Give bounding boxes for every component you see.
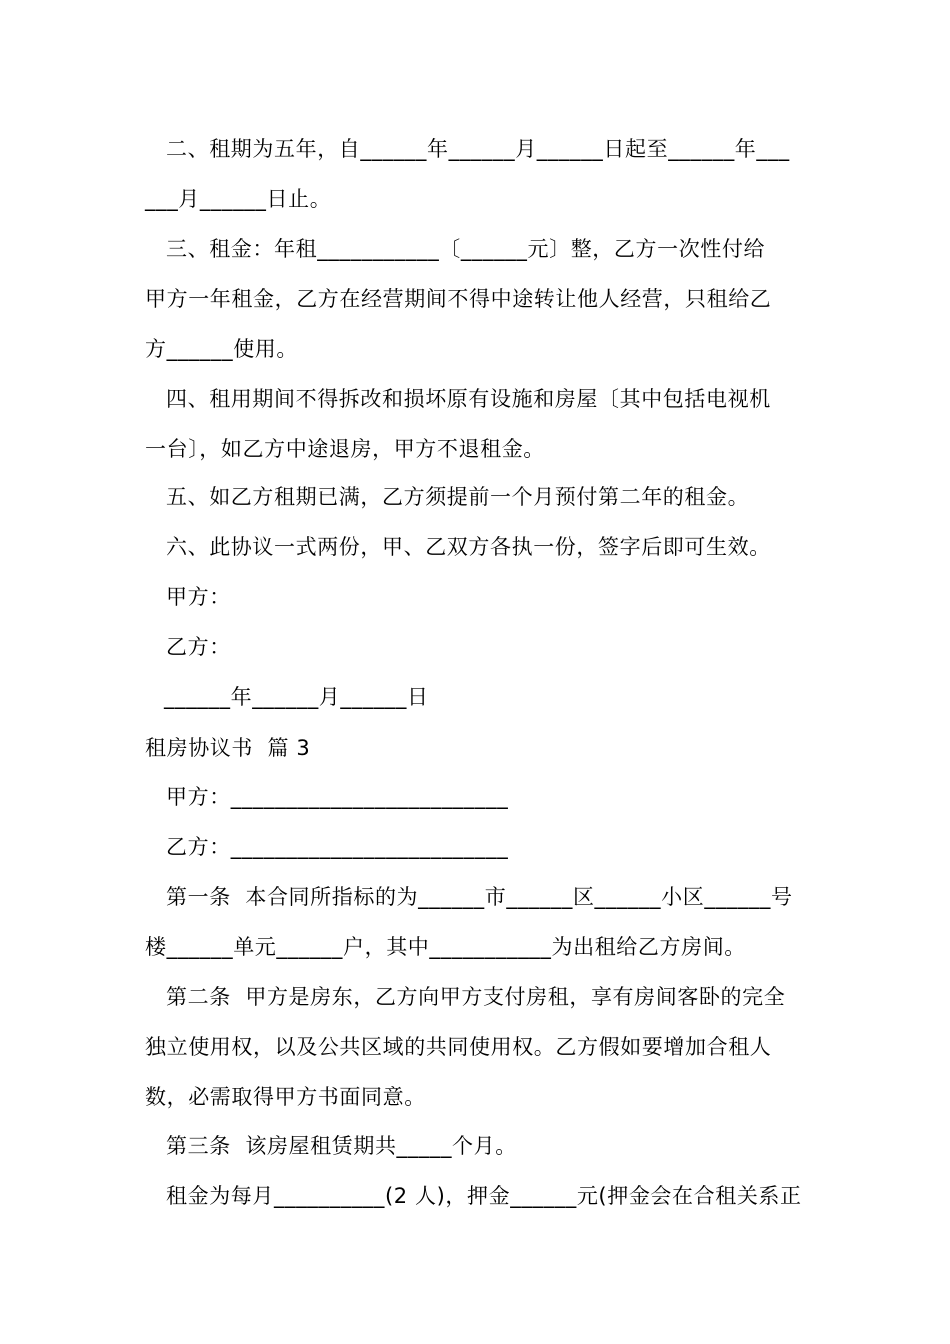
clause-3-line-2: 甲方一年租金，乙方在经营期间不得中途转让他人经营，只租给乙 (145, 287, 772, 311)
clause-4-line-1: 四、租用期间不得拆改和损坏原有设施和房屋〔其中包括电视机 (166, 387, 771, 411)
clause-2-line-2: ___月______日止。 (145, 187, 332, 211)
clause-3-line-3: 方______使用。 (145, 337, 298, 361)
clause-5: 五、如乙方租期已满，乙方须提前一个月预付第二年的租金。 (166, 485, 750, 509)
party-b-signature-label: 乙方： (166, 635, 231, 659)
clause-3-line-1: 三、租金：年租___________〔______元〕整，乙方一次性付给 (166, 237, 766, 261)
clause-4-line-2: 一台〕，如乙方中途退房，甲方不退租金。 (145, 437, 545, 461)
article-2-line-1: 第二条 甲方是房东，乙方向甲方支付房租，享有房间客卧的完全 (166, 985, 786, 1009)
article-1-line-2: 楼______单元______户，其中___________为出租给乙方房间。 (145, 935, 746, 959)
party-a-signature-label: 甲方： (166, 585, 231, 609)
article-3: 第三条 该房屋租赁期共_____个月。 (166, 1134, 517, 1158)
article-1-line-1: 第一条 本合同所指标的为______市______区______小区______号 (166, 885, 793, 909)
article-2-line-3: 数，必需取得甲方书面同意。 (145, 1085, 426, 1109)
article-2-line-2: 独立使用权，以及公共区域的共同使用权。乙方假如要增加合租人 (145, 1035, 772, 1059)
rent-deposit-line: 租金为每月__________(2 人)，押金______元(押金会在合租关系正 (166, 1184, 802, 1208)
section-title: 租房协议书 篇 3 (145, 736, 311, 760)
clause-2-line-1: 二、租期为五年，自______年______月______日起至______年___ (166, 137, 790, 161)
party-b-field: 乙方：_________________________ (166, 835, 509, 859)
clause-6: 六、此协议一式两份，甲、乙双方各执一份，签字后即可生效。 (166, 535, 771, 559)
signature-date: ______年______月______日 (164, 685, 429, 709)
party-a-field: 甲方：_________________________ (166, 785, 509, 809)
